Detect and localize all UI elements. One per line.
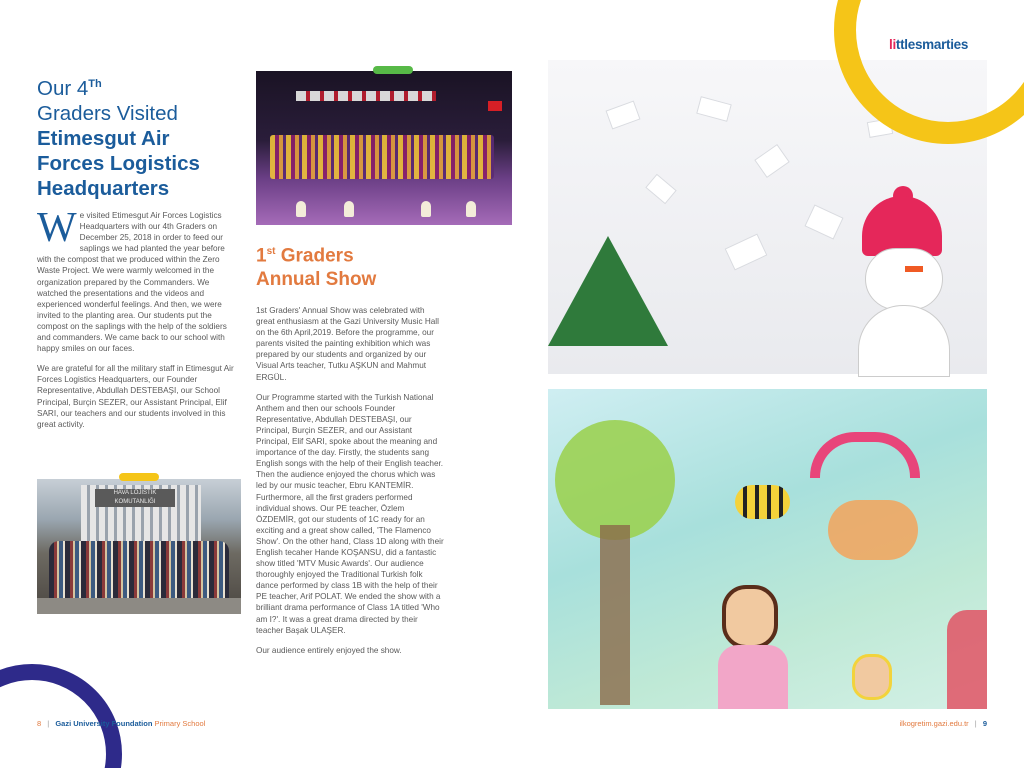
glitter-tree-shape <box>548 236 668 346</box>
title-line1: Our 4 <box>37 76 89 100</box>
paragraph-1 <box>37 205 241 354</box>
title-sup: Th <box>88 78 102 90</box>
section-title-line2: Annual Show <box>256 269 377 291</box>
title-bold3: Headquarters <box>37 176 170 200</box>
paper-piece <box>605 100 640 129</box>
article-body-left <box>37 205 241 439</box>
article-body-center <box>256 305 444 665</box>
section-title-rest: Graders <box>275 245 354 267</box>
annual-show-photo <box>256 71 512 225</box>
center-paragraph-1: 1st Graders' Annual Show was celebrated with great enthusiasm at the Gazi University Music Hall on the 6th April,2019. Before the programme, our parents visited the painting exhibition which was prepared by our students and organized by our Visual Arts teacher, Tutku AŞKUN and Mahmut ERGÜL. <box>256 306 439 382</box>
section-title-sup: st <box>266 246 276 257</box>
logo-part2: ttlesmarties <box>895 37 969 52</box>
paragraph-1-text: e visited Etimesgut Air Forces Logistics Headquarters with our 4th Graders on December 25, 2018 in order to feed our saplings we had planted the year before with the compost that we produced within the Zero Waste Project. We were warmly welcomed in the organization prepared by the Commanders. We watched the presentations and the videos and experienced wonderful feelings. And then, we were invited to the planting area. Our students put the compost on the saplings with the help of the soldiers and commanders. We came back to our school with happy smiles on our faces. <box>37 211 227 354</box>
paper-piece <box>804 204 843 239</box>
title-line2: Graders Visited <box>37 101 178 125</box>
crayon-trunk-shape <box>600 525 630 705</box>
snowman-drawing-photo <box>548 60 987 374</box>
photo-tab-green <box>373 66 413 74</box>
group-photo <box>37 479 241 614</box>
crayon-small-figure-shape <box>852 654 892 700</box>
stage-lamp <box>296 201 306 217</box>
paper-piece <box>725 234 768 271</box>
crayon-red-shape <box>947 610 987 709</box>
flag-shape <box>488 101 502 111</box>
paragraph-2: We are grateful for all the military staff in Etimesgut Air Forces Logistics Headquarters, our Founder Representative, Abdullah DESTEBAŞI, our School Principal, Burçin SEZER, our Assistant Principal, Elif SARI, our teachers and our students involved in this great activity. <box>37 364 234 429</box>
ground-shape <box>37 598 241 614</box>
stage-lamp <box>344 201 354 217</box>
photo-tab-yellow <box>119 473 159 481</box>
crayon-girl-head-shape <box>722 585 778 649</box>
center-paragraph-3: Our audience entirely enjoyed the show. <box>256 645 402 655</box>
page-number-left: 8 <box>37 719 42 728</box>
crayon-girl-dress-shape <box>718 645 788 709</box>
crayon-bee-shape <box>735 485 790 519</box>
section-title-num: 1 <box>256 245 267 267</box>
stage-lamp <box>421 201 431 217</box>
logo-part1: li <box>889 37 896 52</box>
crowd-shape <box>49 541 229 599</box>
footer-separator: | <box>47 719 50 728</box>
footer-left <box>37 719 205 728</box>
paper-piece <box>696 96 732 122</box>
footer-separator-right: | <box>974 719 977 728</box>
littlesmarties-logo <box>889 37 968 52</box>
crayon-butterfly-shape <box>828 500 918 560</box>
page-number-right: 9 <box>982 719 987 728</box>
snowman-nose-shape <box>905 266 923 272</box>
title-bold2: Forces Logistics <box>37 151 200 175</box>
paper-piece <box>645 174 676 205</box>
footer-right <box>899 719 987 728</box>
decorative-ring-yellow <box>834 0 1024 144</box>
paper-piece <box>754 144 790 178</box>
snowman-hat-shape <box>862 196 942 256</box>
footer-website: ilkogretim.gazi.edu.tr <box>899 719 969 728</box>
stage-banner <box>296 91 436 101</box>
building-sign: HAVA LOJİSTİK KOMUTANLIĞI <box>95 489 175 507</box>
crayon-rainbow-shape <box>810 432 920 478</box>
decorative-ring-navy <box>0 664 122 768</box>
crayon-tree-shape <box>555 420 675 540</box>
stage-lamp <box>466 201 476 217</box>
article-title <box>37 72 247 201</box>
hat-pompom-shape <box>893 186 913 206</box>
title-bold1: Etimesgut Air <box>37 126 170 150</box>
section-title <box>256 240 456 292</box>
drop-cap: W <box>37 205 77 251</box>
crayon-drawing-photo <box>548 389 987 709</box>
snowman-head-shape <box>865 248 943 310</box>
footer-school-bold: Gazi University Foundation <box>55 719 153 728</box>
paper-piece <box>867 118 893 138</box>
snowman-body-shape <box>858 305 950 377</box>
dancers-shape <box>270 135 494 179</box>
footer-school-rest: Primary School <box>152 719 206 728</box>
center-paragraph-2: Our Programme started with the Turkish National Anthem and then our schools Founder Representative, Abdullah DESTEBAŞI, our Principal, Burçin SEZER, and our Assistant Principal, Elif SARI, spoke about the meaning and importance of the day. Firstly, the students sang English songs with the help of their English teacher. Then the audience enjoyed the chorus which was led by our music teacher, Ebru KANTEMİR. Furthermore, all the first graders performed individual shows. Our PE teacher, Özlem ÖZDEMİR, got our students of 1C ready for an exciting and a great show called, 'The Flamenco Show'. On the other hand, Class 1D along with their English tecaher Hande KOŞANSU, did a fantastic show titled 'MTV Music Awards'. Our audience thoroughly enjoyed the Traditional Turkish folk dance performed by class 1B with the help of their PE teacher, Arif POLAT. We ended the show with a brilliant drama performance of Class 1A titled 'Who am I?'. It was a great drama directed by their teacher Başak ULAŞER. <box>256 392 444 635</box>
